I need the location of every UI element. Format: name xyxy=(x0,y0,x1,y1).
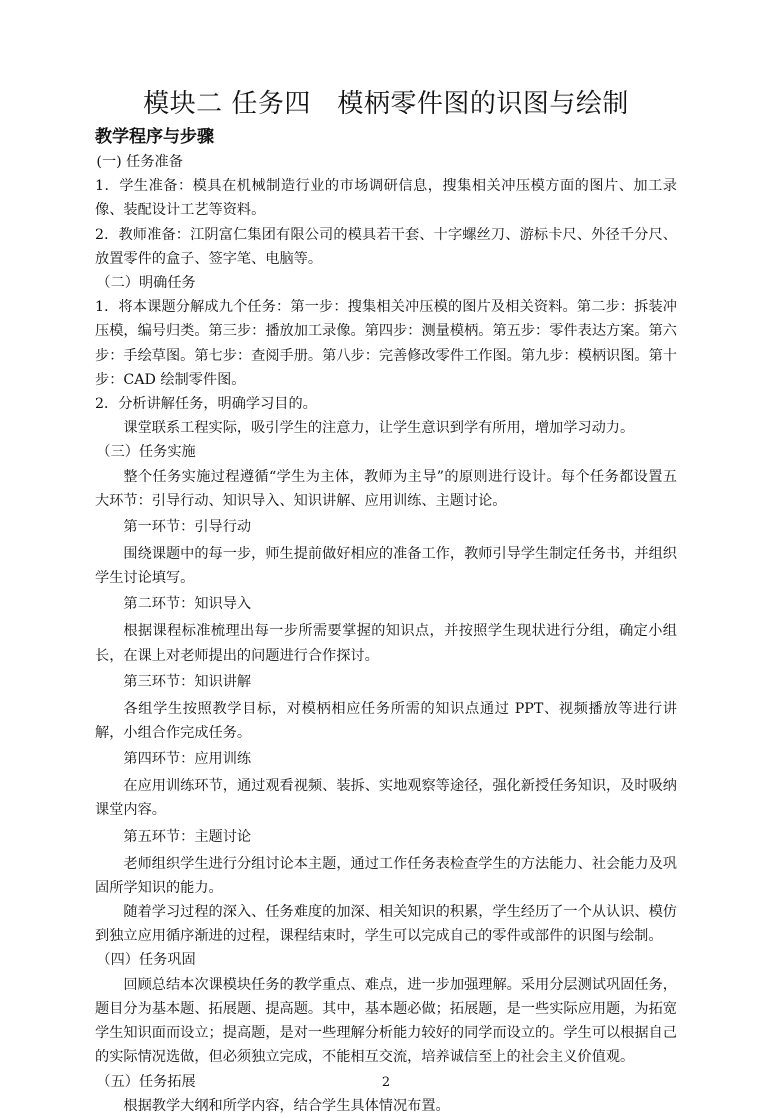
paragraph-step-2: 根据课程标准梳理出每一步所需要掌握的知识点，并按照学生现状进行分组，确定小组长，在课上对老师提出的问题进行合作探讨。 xyxy=(95,623,677,664)
paragraph-consolidation: 回顾总结本次课模块任务的教学重点、难点，进一步加强理解。采用分层测试巩固任务，题目分为基本题、拓展题、提高题。其中，基本题必做；拓展题，是一些实际应用题，为拓宽学生知识面而设立；提高题，是对一些理解分析能力较好的同学而设立的。学生可以根据自己的实际情况选做，但必须独立完成，不能相互交流，培养诚信至上的社会主义价值观。 xyxy=(95,976,677,1066)
paragraph-step-5: 老师组织学生进行分组讨论本主题，通过工作任务表检查学生的方法能力、社会能力及巩固所学知识的能力。 xyxy=(95,855,677,896)
paragraph-step-3: 各组学生按照教学目标，对模柄相应任务所需的知识点通过 PPT、视频播放等进行讲解，小组合作完成任务。 xyxy=(95,700,677,742)
paragraph-task-analysis: 2．分析讲解任务，明确学习目的。 xyxy=(95,396,317,413)
page-number: 2 xyxy=(381,1075,391,1090)
section-heading: 教学程序与步骤 xyxy=(95,127,214,147)
section-heading-clarify-task: （二）明确任务 xyxy=(96,275,196,292)
paragraph-implementation-principle: 整个任务实施过程遵循“学生为主体，教师为主导”的原则进行设计。每个任务都设置五大环节：引导行动、知识导入、知识讲解、应用训练、主题讨论。 xyxy=(95,468,677,509)
paragraph-student-prep: 1．学生准备：模具在机械制造行业的市场调研信息，搜集相关冲压模方面的图片、加工录像、装配设计工艺等资料。 xyxy=(95,178,677,219)
section-heading-task-consolidation: （四）任务巩固 xyxy=(96,952,196,969)
paragraph-teacher-prep: 2．教师准备：江阴富仁集团有限公司的模具若干套、十字螺丝刀、游标卡尺、外径千分尺、放置零件的盒子、签字笔、电脑等。 xyxy=(95,226,677,267)
paragraph-step-4: 在应用训练环节，通过观看视频、装拆、实地观察等途径，强化新授任务知识，及时吸纳课堂内容。 xyxy=(95,778,677,819)
document-body xyxy=(95,124,677,1118)
section-heading-task-extension: （五）任务拓展 xyxy=(96,1073,196,1090)
section-heading-task-prep: (一) 任务准备 xyxy=(96,154,183,170)
step-heading-5: 第五环节：主题讨论 xyxy=(123,828,252,845)
step-heading-3: 第三环节：知识讲解 xyxy=(123,673,252,690)
paragraph-task-breakdown: 1．将本课题分解成九个任务：第一步：搜集相关冲压模的图片及相关资料。第二步：拆装冲压模，编号归类。第三步：播放加工录像。第四步：测量模柄。第五步：零件表达方案。第六步：手绘草图。第七步：查阅手册。第八步：完善修改零件工作图。第九步：模柄识图。第十步：CAD 绘制零件图。 xyxy=(95,299,677,388)
step-heading-2: 第二环节：知识导入 xyxy=(123,596,252,613)
paragraph-extension: 根据教学大纲和所学内容，结合学生具体情况布置。 xyxy=(123,1097,450,1114)
paragraph-learning-process: 随着学习过程的深入、任务难度的加深、相关知识的积累，学生经历了一个从认识、模仿到独立应用循序渐进的过程，课程结束时，学生可以完成自己的零件或部件的识图与绘制。 xyxy=(95,904,677,945)
step-heading-4: 第四环节：应用训练 xyxy=(123,751,252,768)
section-heading-task-implementation: （三）任务实施 xyxy=(96,444,196,461)
paragraph-step-1: 围绕课题中的每一步，师生提前做好相应的准备工作，教师引导学生制定任务书，并组织学生讨论填写。 xyxy=(95,546,677,587)
paragraph-engineering-practice: 课堂联系工程实际，吸引学生的注意力，让学生意识到学有所用，增加学习动力。 xyxy=(123,420,635,437)
step-heading-1: 第一环节：引导行动 xyxy=(123,519,252,536)
page-title: 模块二 任务四 模柄零件图的识图与绘制 xyxy=(143,89,629,119)
